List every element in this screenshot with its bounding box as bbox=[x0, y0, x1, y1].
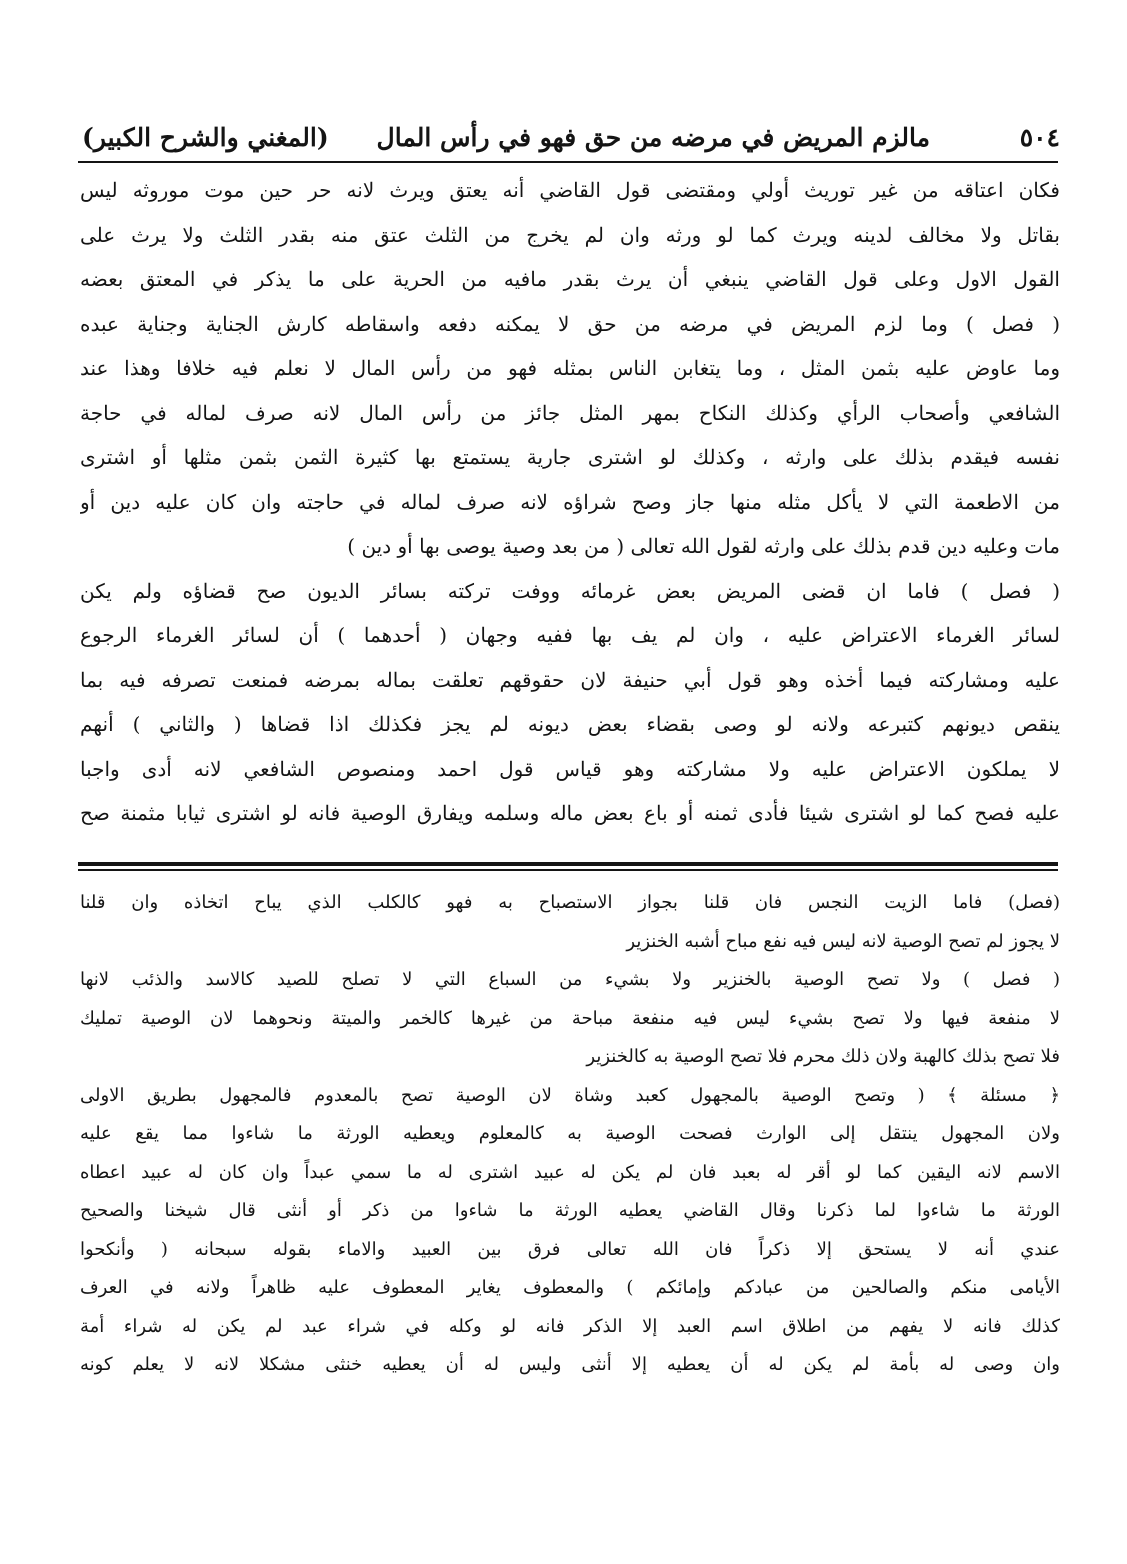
footnote-line: ( فصل ) ولا تصح الوصية بالخنزير ولا بشيء من السباع التي لا تصلح للصيد كالاسد والذئب لانها bbox=[80, 969, 1060, 990]
footnote-line: لا يجوز لم تصح الوصية لانه ليس فيه نفع مباح أشبه الخنزير bbox=[626, 930, 1060, 952]
text-line: نفسه فيقدم بذلك على وارثه ، وكذلك لو اشترى جارية يستمتع بها كثيرة الثمن بثمن مثلها أو اشترى bbox=[80, 445, 1060, 469]
text-line: ينقص ديونهم كتبرعه ولانه لو وصى بقضاء بعض ديونه لم يجز فكذلك اذا قضاها ( والثاني ) أنهم bbox=[80, 712, 1060, 736]
page-number: ٥٠٤ bbox=[1019, 123, 1060, 152]
footnote-line: الاسم لانه اليقين كما لو أقر له بعبد فان لم يكن له عبيد اشترى له ما سمي عبداً وان كان له عبيد اعطاه bbox=[80, 1161, 1060, 1183]
footnote-line: الورثة ما شاءوا لما ذكرنا وقال القاضي يعطيه الورثة ما شاءوا من ذكر أو أنثى قال شيخنا والصحيح bbox=[80, 1200, 1060, 1221]
text-line: من الاطعمة التي لا يأكل مثله منها جاز وصح شراؤه لانه صرف لماله في حاجته وان كان عليه دين أو bbox=[80, 489, 1060, 514]
text-line: لا يملكون الاعتراض عليه ولا مشاركته وهو قياس قول احمد ومنصوص الشافعي لانه أدى واجبا bbox=[80, 756, 1060, 781]
text-line: ( فصل ) فاما ان قضى المريض بعض غرمائه ووفت تركته بسائر الديون صح قضاؤه ولم يكن bbox=[80, 578, 1060, 603]
text-line: وما عاوض عليه بثمن المثل ، وما يتغابن الناس بمثله فهو من رأس المال لا نعلم فيه خلافا وهذا عند bbox=[80, 356, 1060, 380]
text-line: مات وعليه دين قدم بذلك على وارثه لقول الله تعالى ( من بعد وصية يوصى بها أو دين ) bbox=[347, 534, 1060, 558]
footnote-line: لا منفعة فيها ولا تصح بشيء ليس فيه منفعة مباحة من غيرها كالخمر والميتة ونحوهما لان الوصية تمليك bbox=[80, 1007, 1060, 1029]
footnote-line: كذلك فانه لا يفهم من اطلاق اسم العبد إلا الذكر فانه لو وكله في شراء عبد لم يكن له شراء أمة bbox=[80, 1315, 1060, 1337]
text-line: لسائر الغرماء الاعتراض عليه ، وان لم يف بها ففيه وجهان ( أحدهما ) أن لسائر الغرماء الرجوع bbox=[80, 623, 1060, 647]
footnote-line: وان وصى له بأمة لم يكن له أن يعطيه إلا أنثى وليس له أن يعطيه خنثى مشكلا لانه لا يعلم كونه bbox=[80, 1354, 1060, 1375]
footnote-line: فلا تصح بذلك كالهبة ولان ذلك محرم فلا تصح الوصية به كالخنزير bbox=[586, 1046, 1060, 1067]
chapter-title: مالزم المريض في مرضه من حق فهو في رأس المال bbox=[376, 123, 930, 152]
text-line: بقاتل ولا مخالف لدينه ويرث كما لو ورثه وان لم يخرج من الثلث عتق منه بقدر الثلث ولا يرث على bbox=[80, 222, 1060, 247]
footnote-text bbox=[80, 884, 1060, 1385]
footnote-line: (فصل) فاما الزيت النجس فان قلنا بجواز الاستصباح به فهو كالكلب الذي يباح اتخاذه وان قلنا bbox=[80, 892, 1060, 913]
footnote-separator-inner bbox=[78, 869, 1058, 871]
footnote-line: عندي أنه لا يستحق إلا ذكراً فان الله تعالى فرق بين العبيد والاماء بقوله سبحانه ( وأنكحوا bbox=[80, 1238, 1060, 1260]
running-header bbox=[82, 118, 1060, 158]
text-line: عليه فصح كما لو اشترى شيئا فأدى ثمنه أو باع بعض ماله وسلمه ويفارق الوصية فانه لو اشترى ثيابا مثمنة صح bbox=[80, 801, 1060, 825]
text-line: القول الاول وعلى قول القاضي ينبغي أن يرث بقدر مافيه من الحرية على ما يذكر في المعتق بعضه bbox=[80, 267, 1060, 291]
footnote-separator bbox=[78, 862, 1058, 866]
text-line: فكان اعتاقه من غير توريث أولي ومقتضى قول القاضي أنه يعتق ويرث لانه حر حين موت موروثه ليس bbox=[80, 178, 1060, 202]
book-title: (المغني والشرح الكبير) bbox=[82, 123, 329, 152]
text-line: الشافعي وأصحاب الرأي وكذلك النكاح بمهر المثل جائز من رأس المال لانه صرف لماله في حاجة bbox=[80, 400, 1060, 425]
footnote-line: الأيامى منكم والصالحين من عبادكم وإمائكم ) والمعطوف يغاير المعطوف عليه ظاهراً ولانه في العرف bbox=[80, 1277, 1060, 1298]
main-text bbox=[80, 168, 1060, 836]
text-line: ( فصل ) وما لزم المريض في مرضه من حق لا يمكنه دفعه واسقاطه كارش الجناية وجناية عبده bbox=[80, 311, 1060, 336]
footnote-line: ولان المجهول ينتقل إلى الوارث فصحت الوصية به كالمعلوم ويعطيه الورثة ما شاءوا مما يقع عليه bbox=[80, 1123, 1060, 1144]
text-line: عليه ومشاركته فيما أخذه وهو قول أبي حنيفة لان حقوقهم تعلقت بماله بمرضه فمنعت تصرفه فيه بما bbox=[80, 667, 1060, 692]
header-rule bbox=[78, 161, 1058, 163]
footnote-line: ﴿ مسئلة ﴾ ( وتصح الوصية بالمجهول كعبد وشاة لان الوصية تصح بالمعدوم فالمجهول بطريق الاولى bbox=[80, 1084, 1060, 1106]
